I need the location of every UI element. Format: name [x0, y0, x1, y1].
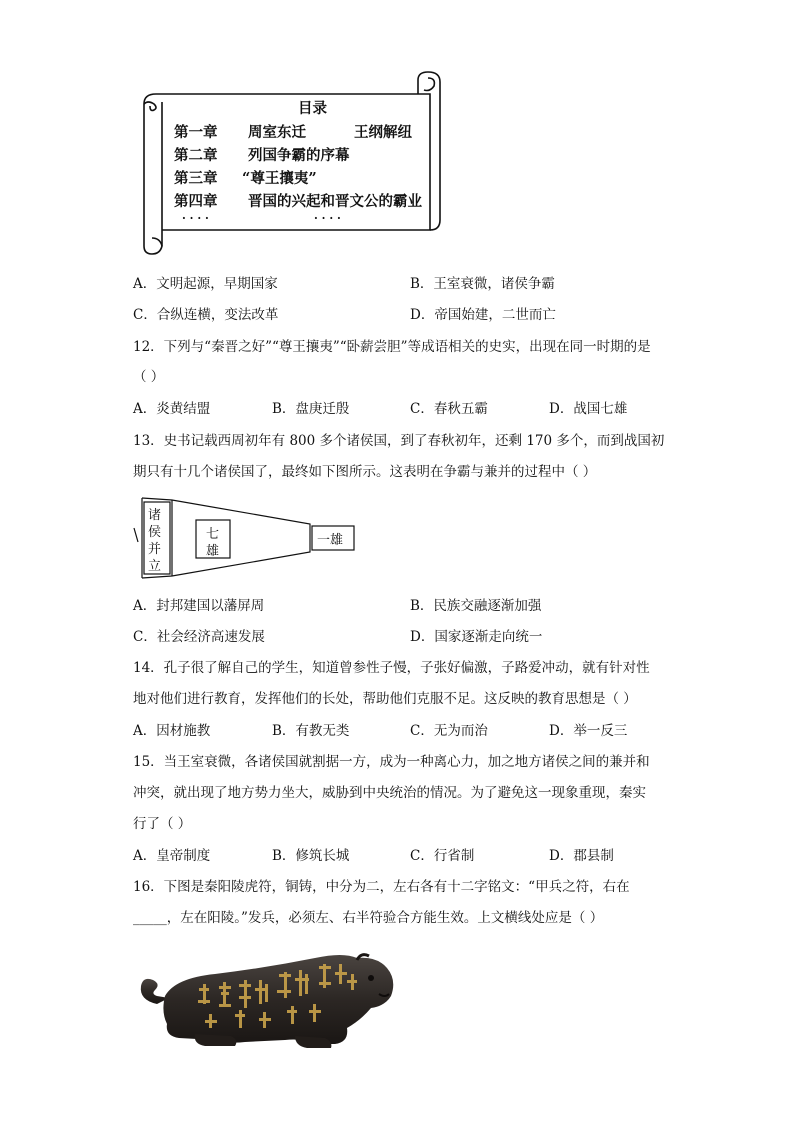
diagram-left-char-2: 侯 — [148, 525, 162, 540]
table-of-contents-scroll — [138, 70, 450, 256]
q15-option-a: A．皇帝制度 — [133, 848, 211, 864]
q13-option-c: C．社会经济高速发展 — [133, 629, 265, 645]
q12-stem-line-2: （ ） — [133, 369, 165, 385]
toc-chapter-1-name: 周室东迁 — [248, 124, 306, 141]
q12-option-a: A．炎黄结盟 — [133, 401, 211, 417]
diagram-middle-char-2: 雄 — [206, 544, 220, 559]
q14-option-b: B．有教无类 — [272, 723, 350, 739]
q15-stem-line-3: 行了（ ） — [133, 816, 192, 832]
q12-option-b: B．盘庚迁殷 — [272, 401, 350, 417]
unification-diagram — [130, 496, 360, 580]
q15-stem-line-1: 15．当王室衰微，各诸侯国就割据一方，成为一种离心力，加之地方诸侯之间的兼并和 — [133, 754, 650, 770]
q16-blank: _____ — [133, 910, 167, 926]
toc-chapter-3-name: “尊王攘夷” — [242, 170, 317, 187]
q15-option-b: B．修筑长城 — [272, 848, 350, 864]
toc-dots-left: · · · · — [182, 212, 209, 225]
q12-stem-line-1: 12．下列与“秦晋之好”“尊王攘夷”“卧薪尝胆”等成语相关的史实，出现在同一时期的是 — [133, 339, 651, 355]
q14-stem-line-1: 14．孔子很了解自己的学生，知道曾参性子慢，子张好偏激，子路爱冲动，就有针对性 — [133, 660, 650, 676]
toc-dots-right: · · · · — [314, 212, 341, 225]
tiger-tally-image — [135, 944, 397, 1054]
toc-chapter-2-name: 列国争霸的序幕 — [248, 147, 350, 164]
q11-option-b: B．王室衰微，诸侯争霸 — [410, 276, 555, 292]
tiger-tally-icon — [135, 944, 397, 1054]
diagram-right-label: 一雄 — [317, 533, 344, 548]
diagram-left-char-3: 并 — [148, 542, 162, 557]
toc-chapter-4-num: 第四章 — [174, 193, 218, 210]
diagram-middle-char-1: 七 — [206, 527, 220, 542]
toc-chapter-3-num: 第三章 — [174, 170, 218, 187]
toc-chapter-4-name: 晋国的兴起和晋文公的霸业 — [248, 193, 422, 210]
q13-stem-line-1: 13．史书记载西周初年有 800 多个诸侯国，到了春秋初年，还剩 170 多个，而到战国初 — [133, 433, 665, 449]
q13-option-a: A．封邦建国以藩屏周 — [133, 598, 265, 614]
q11-option-a: A．文明起源，早期国家 — [133, 276, 278, 292]
q13-option-b: B．民族交融逐渐加强 — [410, 598, 542, 614]
diagram-left-char-1: 诸 — [148, 508, 162, 523]
toc-chapter-1-extra: 王纲解纽 — [354, 124, 412, 141]
q13-stem-line-2: 期只有十几个诸侯国了，最终如下图所示。这表明在争霸与兼并的过程中（ ） — [133, 464, 597, 480]
q16-stem-line-1: 16．下图是秦阳陵虎符，铜铸，中分为二，左右各有十二字铭文：“甲兵之符，右在 — [133, 879, 630, 895]
q11-option-d: D．帝国始建，二世而亡 — [410, 307, 556, 323]
q16-stem-line-2-text: ，左在阳陵。”发兵，必须左、右半符验合方能生效。上文横线处应是（ ） — [166, 910, 604, 926]
q11-option-c: C．合纵连横，变法改革 — [133, 307, 279, 323]
q14-stem-line-2: 地对他们进行教育，发挥他们的长处，帮助他们克服不足。这反映的教育思想是（ ） — [133, 691, 637, 707]
toc-chapter-1-num: 第一章 — [174, 124, 218, 141]
q12-option-c: C．春秋五霸 — [410, 401, 488, 417]
toc-chapter-2-num: 第二章 — [174, 147, 218, 164]
q12-option-d: D．战国七雄 — [549, 401, 628, 417]
q13-option-d: D．国家逐渐走向统一 — [410, 629, 543, 645]
diagram-left-char-4: 立 — [148, 559, 162, 574]
q14-option-a: A．因材施教 — [133, 723, 211, 739]
q14-option-d: D．举一反三 — [549, 723, 628, 739]
toc-title: 目录 — [298, 100, 327, 117]
q15-stem-line-2: 冲突，就出现了地方势力坐大，威胁到中央统治的情况。为了避免这一现象重现，秦实 — [133, 785, 646, 801]
q16-stem-line-2 — [133, 908, 603, 928]
q14-option-c: C．无为而治 — [410, 723, 488, 739]
q15-option-c: C．行省制 — [410, 848, 475, 864]
q15-option-d: D．郡县制 — [549, 848, 614, 864]
